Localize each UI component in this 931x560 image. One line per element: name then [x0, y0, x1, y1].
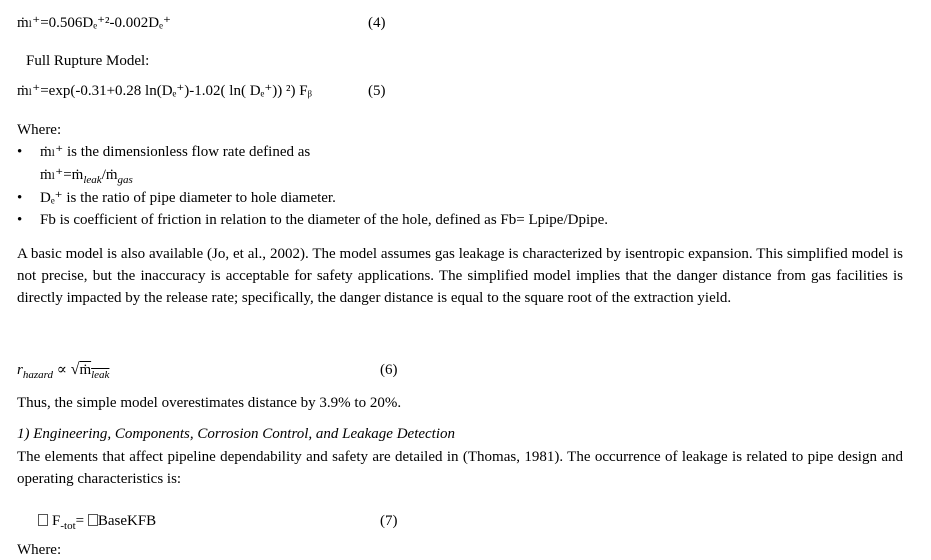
equation-7-number: (7)	[380, 513, 398, 529]
equation-6-proportional: ∝	[56, 362, 67, 378]
equation-5-number: (5)	[368, 83, 386, 99]
bullet-marker: •	[17, 144, 23, 160]
equation-7-tail: BaseKFB	[97, 513, 157, 529]
equation-4-number: (4)	[368, 15, 386, 31]
equation-6-r: r	[17, 362, 23, 378]
paragraph-pipeline-elements: The elements that affect pipeline dependability and safety are detailed in (Thomas, 1981). The occurrence of leakage is related to pipe design and operating characteristics is:	[17, 449, 903, 487]
bullet-marker: •	[17, 212, 23, 228]
sqrt-symbol: √	[70, 361, 80, 378]
equation-6	[17, 361, 109, 384]
bullet-friction: Fb is coefficient of friction in relation to the diameter of the hole, defined as Fb= Lpipe/Dpipe.	[40, 212, 609, 228]
equation-7-f: F	[52, 513, 61, 529]
equation-7-f-sub: -tot	[60, 520, 76, 532]
where-label: Where:	[17, 122, 62, 138]
equation-5-text: ṁₗ⁺=exp(-0.31+0.28 ln(Dₑ⁺)-1.02( ln( Dₑ⁺)) ²) Fᵦ	[17, 83, 312, 99]
paragraph-overestimate: Thus, the simple model overestimates distance by 3.9% to 20%.	[17, 395, 402, 411]
equation-6-m: ṁ	[79, 362, 92, 378]
flow-rate-definition-sub-leak: leak	[83, 174, 102, 186]
paragraph-basic-model: A basic model is also available (Jo, et al., 2002). The model assumes gas leakage is characterized by isentropic expansion. This simplified model is not precise, but the inaccuracy is acceptable for safety applications. The simplified model implies that the danger distance from gas facilities is directly impacted by the release rate; specifically, the danger distance is equal to the square root of the extraction yield.	[17, 246, 903, 306]
bullet-flow-rate: ṁₗ⁺ is the dimensionless flow rate defined as	[40, 144, 311, 160]
equation-6-radicand	[79, 362, 110, 381]
equation-5	[17, 82, 312, 100]
equation-6-r-sub: hazard	[22, 369, 53, 381]
flow-rate-definition	[40, 166, 133, 189]
section-heading: 1) Engineering, Components, Corrosion Control, and Leakage Detection	[17, 426, 456, 442]
where-label-2: Where:	[17, 542, 62, 558]
placeholder-box-icon	[88, 514, 98, 526]
full-rupture-heading: Full Rupture Model:	[26, 53, 150, 69]
equation-6-number: (6)	[380, 362, 398, 378]
equation-7	[38, 512, 156, 535]
placeholder-box-icon	[38, 514, 48, 526]
bullet-diameter-ratio: Dₑ⁺ is the ratio of pipe diameter to hole diameter.	[40, 190, 336, 206]
equation-4	[17, 14, 171, 32]
equation-4-text: ṁₗ⁺=0.506Dₑ⁺²-0.002Dₑ⁺	[17, 15, 171, 31]
bullet-marker: •	[17, 190, 23, 206]
equation-6-m-sub: leak	[91, 369, 110, 381]
equation-7-equals: =	[75, 513, 88, 529]
flow-rate-definition-prefix: ṁₗ⁺=ṁ	[40, 167, 84, 183]
flow-rate-definition-sub-gas: gas	[117, 174, 133, 186]
flow-rate-definition-slash: /ṁ	[101, 167, 118, 183]
